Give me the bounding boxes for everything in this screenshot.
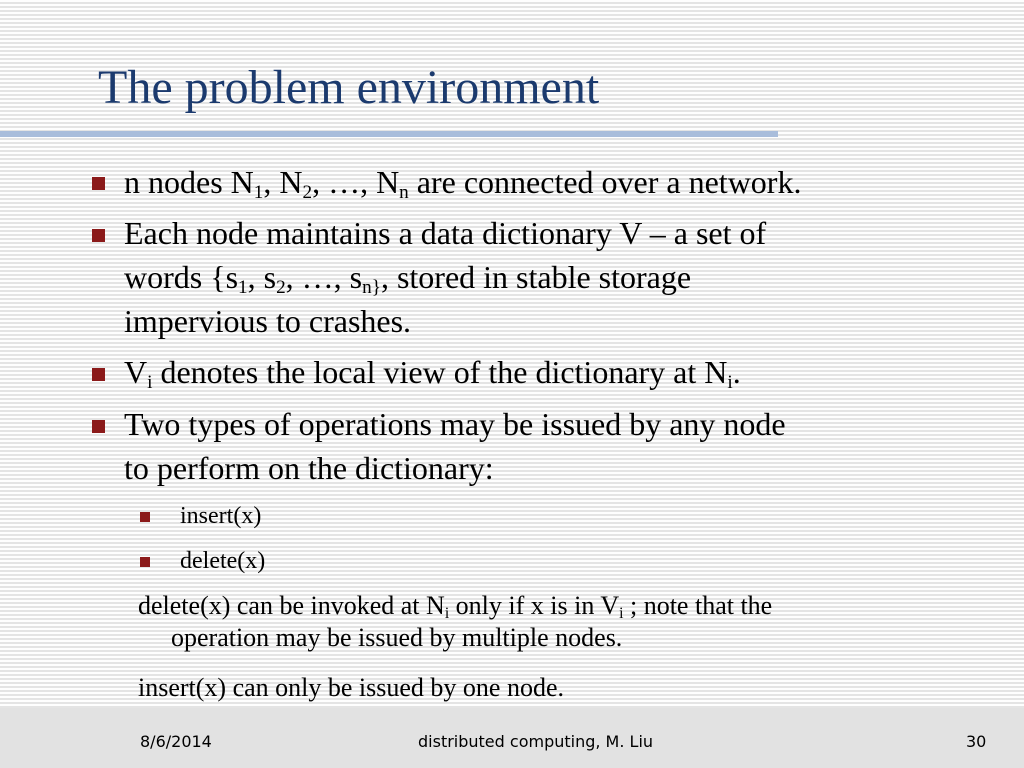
sub-bullet-square-icon [140,557,150,567]
sub-bullet-square-icon [140,512,150,522]
note-paragraph: insert(x) can only be issued by one node. [138,673,565,702]
bullet-square-icon [92,368,105,381]
title-underline [0,131,778,137]
slide-footer [0,708,1024,768]
note-paragraph: delete(x) can be invoked at $N_i$ only if x is in $V_i$ ; note that the operation may be issued by multiple nodes. [138,591,773,652]
footer-center-text: distributed computing, M. Liu [418,732,654,751]
sub-bullet-item: delete(x) [180,548,266,574]
bullet-item: Each node maintains a data dictionary V – a set of words {$s_1$, $s_2$, …, $s_{n\}}$, stored in stable storage impervious to crashes. [124,215,767,339]
bullet-square-icon [92,229,105,242]
bullet-item: $V_i$ denotes the local view of the dictionary at $N_i$. [124,354,741,393]
slide-title: The problem environment [98,61,600,114]
bullet-item: Two types of operations may be issued by any node to perform on the dictionary: [124,406,786,486]
footer-date: 8/6/2014 [140,732,212,751]
page-number: 30 [966,732,987,751]
sub-bullet-item: insert(x) [180,503,262,529]
bullet-square-icon [92,420,105,433]
bullet-square-icon [92,177,105,190]
bullet-item: n nodes $N_1$, $N_2$, …, $N_n$ are connected over a network. [124,164,802,203]
